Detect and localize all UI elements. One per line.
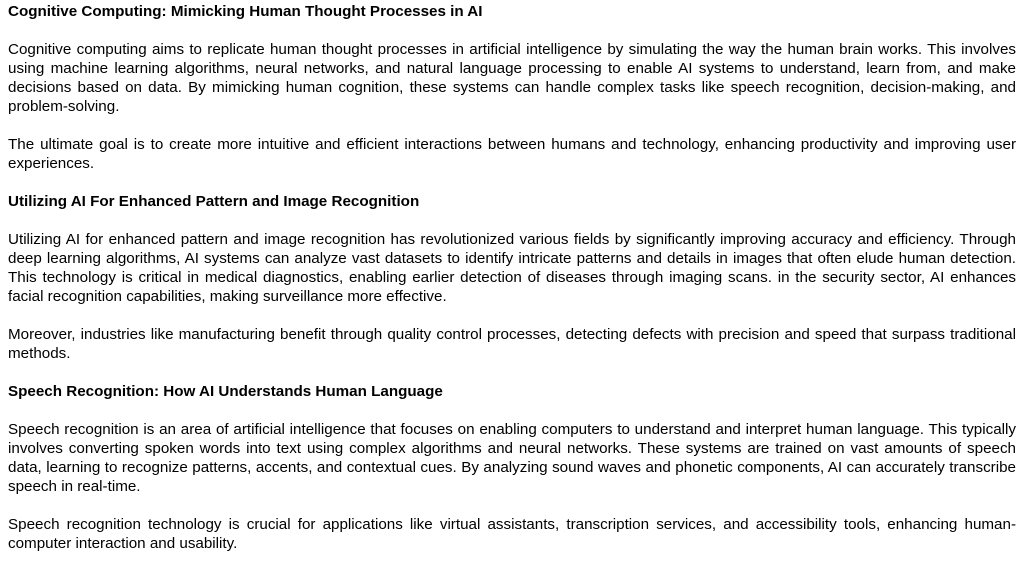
paragraph: Moreover, industries like manufacturing benefit through quality control processes, detecting defects with precision and speed that surpass traditional methods.: [8, 326, 1016, 362]
paragraph: Cognitive computing aims to replicate human thought processes in artificial intelligence by simulating the way the human brain works. This involves using machine learning algorithms, neural networks, and natural language processing to enable AI systems to understand, learn from, and make decisions based on data. By mimicking human cognition, these systems can handle complex tasks like speech recognition, decision-making, and problem-solving.: [8, 41, 1016, 115]
section-speech-recognition: [8, 382, 1016, 553]
paragraph: Speech recognition technology is crucial for applications like virtual assistants, transcription services, and accessibility tools, enhancing human-computer interaction and usability.: [8, 516, 1016, 552]
section-heading: Speech Recognition: How AI Understands Human Language: [8, 383, 443, 400]
paragraph: The ultimate goal is to create more intuitive and efficient interactions between humans and technology, enhancing productivity and improving user experiences.: [8, 136, 1016, 172]
section-pattern-image-recognition: [8, 192, 1016, 363]
section-cognitive-computing: [8, 2, 1016, 173]
paragraph: Utilizing AI for enhanced pattern and image recognition has revolutionized various fields by significantly improving accuracy and efficiency. Through deep learning algorithms, AI systems can analyze vast datasets to identify intricate patterns and details in images that often elude human detection. This technology is critical in medical diagnostics, enabling earlier detection of diseases through imaging scans. in the security sector, AI enhances facial recognition capabilities, making surveillance more effective.: [8, 231, 1016, 305]
paragraph: Speech recognition is an area of artificial intelligence that focuses on enabling computers to understand and interpret human language. This typically involves converting spoken words into text using complex algorithms and neural networks. These systems are trained on vast amounts of speech data, learning to recognize patterns, accents, and contextual cues. By analyzing sound waves and phonetic components, AI can accurately transcribe speech in real-time.: [8, 421, 1016, 495]
section-heading: Cognitive Computing: Mimicking Human Thought Processes in AI: [8, 3, 483, 20]
section-heading: Utilizing AI For Enhanced Pattern and Image Recognition: [8, 193, 420, 210]
